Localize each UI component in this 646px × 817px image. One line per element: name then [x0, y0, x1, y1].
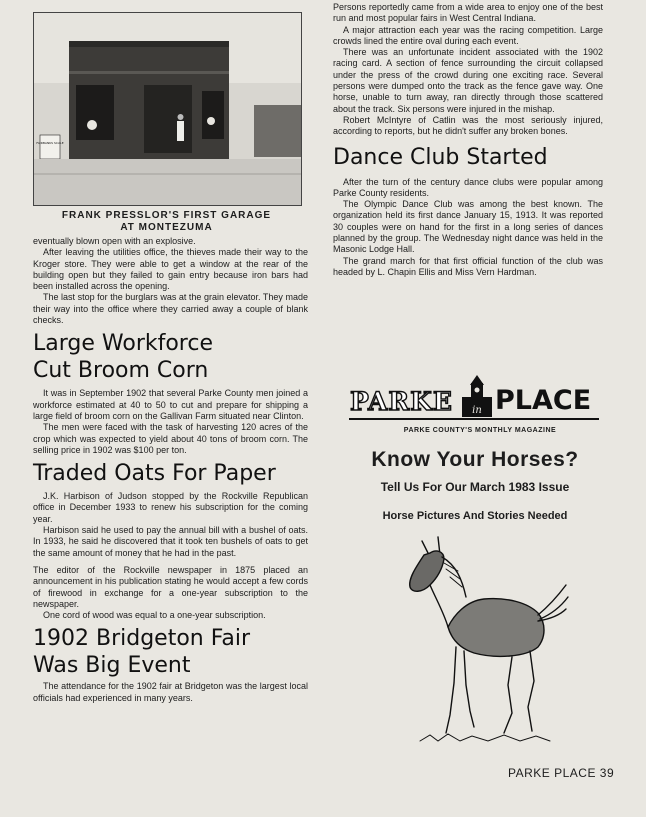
ad-headline: Know Your Horses? [371, 448, 579, 471]
page-footer: PARKE PLACE 39 [508, 766, 615, 780]
paragraph: The attendance for the 1902 fair at Bridgeton was the largest local officials had experienced in many years. [33, 681, 308, 703]
paragraph: Harbison said he used to pay the annual bill with a bushel of oats. In 1933, he said he discovered that it took ten bushels of oats to get the same amount of money that he had in the past. [33, 525, 308, 558]
headline-line: 1902 Bridgeton Fair [33, 626, 250, 652]
garage-photo [33, 12, 302, 206]
logo-parke: PARKE [350, 387, 453, 416]
headline-line: Large Workforce [33, 331, 213, 357]
headline-line: Cut Broom Corn [33, 358, 209, 384]
paragraph: The men were faced with the task of harvesting 120 acres of the crop which was expected to yield about 40 tons of broom corn. The selling price in 1902 was $100 per ton. [33, 422, 308, 455]
paragraph: There was an unfortunate incident associated with the 1902 racing card. A section of fence surrounding the circuit collapsed under the press of the crowd during one exciting race. Several persons were dumped onto the track as the fence gave way. One horse, unable to turn away, ran directly through those scattered about the track. Six persons were injured in the mishap. [333, 47, 603, 114]
caption-line-2: AT MONTEZUMA [120, 222, 213, 233]
ad-subline-2: Horse Pictures And Stories Needed [382, 510, 568, 522]
paragraph: J.K. Harbison of Judson stopped by the Rockville Republican office in December 1933 to renew his subscription for the coming year. [33, 491, 308, 524]
paragraph: The last stop for the burglars was at the grain elevator. They made their way into the office where they carried away a couple of blank checks. [33, 292, 308, 326]
headline-bridgeton-fair [33, 625, 308, 679]
scale-sign-text: FAIRBANKS SCALE [36, 141, 64, 145]
paragraph: Robert McIntyre of Catlin was the most seriously injured, according to reports, but he didn't suffer any broken bones. [333, 114, 603, 137]
logo-in: in [472, 405, 482, 416]
logo-tagline: PARKE COUNTY'S MONTHLY MAGAZINE [403, 427, 557, 434]
parke-place-logo [345, 375, 605, 425]
headline-traded-oats: Traded Oats For Paper [33, 461, 276, 487]
logo-underline [349, 418, 599, 420]
paragraph: The Olympic Dance Club was among the best known. The organization held its first dance January 15, 1913. It was reported 30 couples were on hand for the first in a long series of dances planned by the group. The Wednesday night dance was held in the Masonic Lodge Hall. [333, 199, 603, 255]
paragraph: eventually blown open with an explosive. [33, 236, 196, 246]
paragraph: After the turn of the century dance clubs were popular among Parke County residents. [333, 176, 603, 198]
paragraph: The grand march for that first official function of the club was headed by L. Chapin Ellis and Miss Vern Hardman. [333, 255, 603, 277]
headline-broom-corn [33, 330, 308, 384]
paragraph: A major attraction each year was the racing competition. Large crowds lined the entire oval during each event. [333, 24, 603, 46]
paragraph: The editor of the Rockville newspaper in 1875 placed an announcement in his publication stating he would accept a few cords of firewood in exchange for a one-year subscription to the newspaper. [33, 564, 308, 609]
right-column [333, 2, 603, 278]
left-column [33, 12, 308, 704]
headline-line: Was Big Event [33, 653, 191, 679]
paragraph: It was in September 1902 that several Parke County men joined a workforce estimated at 40 to 50 to cut and prepare for shipping a large field of broom corn on the Gallivan Farm situated near Clinton. [33, 388, 308, 421]
photo-caption [33, 210, 300, 234]
foal-illustration [400, 535, 570, 750]
ad-subline: Tell Us For Our March 1983 Issue [380, 480, 570, 494]
paragraph: After leaving the utilities office, the thieves made their way to the Kroger store. They were able to get a window at the rear of the building open but they failed to gain entry because iron bars had been installed across the opening. [33, 247, 308, 292]
horse-ad [345, 375, 605, 522]
logo-place: PLACE [495, 385, 592, 416]
caption-line-1: FRANK PRESSLOR'S FIRST GARAGE [61, 210, 272, 221]
headline-dance-club: Dance Club Started [333, 144, 548, 170]
courthouse-icon [457, 375, 497, 419]
paragraph: One cord of wood was equal to a one-year subscription. [43, 610, 266, 621]
paragraph: Persons reportedly came from a wide area to enjoy one of the best run and most popular fairs in West Central Indiana. [333, 2, 603, 24]
